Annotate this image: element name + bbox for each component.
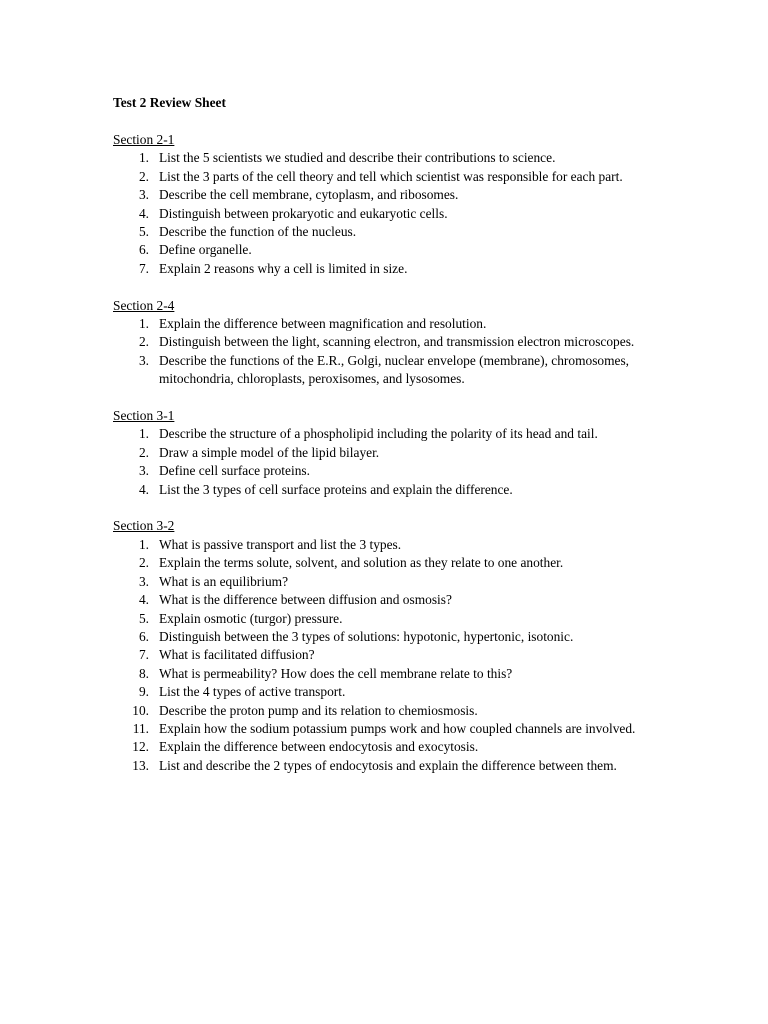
item-number: 1.	[138, 150, 149, 166]
item-text: List the 3 parts of the cell theory and tell which scientist was responsible for each part.	[159, 168, 623, 184]
list-item	[113, 720, 673, 738]
list-item	[113, 536, 673, 554]
item-number: 4.	[138, 592, 149, 608]
section-3-2	[113, 517, 673, 775]
list-item	[113, 352, 673, 389]
list-item	[113, 628, 673, 646]
list-item	[113, 610, 673, 628]
item-number: 6.	[138, 628, 149, 644]
item-text: Describe the function of the nucleus.	[159, 224, 357, 240]
item-text: Explain osmotic (turgor) pressure.	[159, 610, 343, 626]
list-item	[113, 591, 673, 609]
item-text: What is permeability? How does the cell membrane relate to this?	[159, 665, 513, 681]
list-item	[113, 702, 673, 720]
question-list	[113, 536, 673, 775]
item-text: Distinguish between the light, scanning electron, and transmission electron microscopes.	[159, 334, 635, 350]
section-3-1	[113, 407, 673, 499]
question-list	[113, 149, 673, 278]
item-number: 2.	[138, 555, 149, 571]
list-item	[113, 757, 673, 775]
item-text: Describe the cell membrane, cytoplasm, and ribosomes.	[159, 187, 459, 203]
document-body	[113, 94, 673, 794]
item-number: 10.	[132, 702, 149, 718]
section-heading: Section 2-4	[113, 297, 175, 313]
list-item	[113, 665, 673, 683]
list-item	[113, 168, 673, 186]
item-number: 1.	[138, 426, 149, 442]
item-text: Explain 2 reasons why a cell is limited in size.	[159, 260, 408, 276]
list-item	[113, 573, 673, 591]
item-text: Describe the structure of a phospholipid including the polarity of its head and tail.	[159, 426, 598, 442]
item-text: What is facilitated diffusion?	[159, 647, 315, 663]
list-item	[113, 260, 673, 278]
item-text: What is passive transport and list the 3 types.	[159, 536, 402, 552]
list-item	[113, 554, 673, 572]
item-number: 7.	[138, 260, 149, 276]
item-text: List the 5 scientists we studied and describe their contributions to science.	[159, 150, 556, 166]
item-text: Describe the proton pump and its relation to chemiosmosis.	[159, 702, 478, 718]
item-text: Describe the functions of the E.R., Golgi, nuclear envelope (membrane), chromosomes, mitochondria, chloroplasts, peroxisomes, and lysosomes.	[159, 352, 630, 387]
item-text: Explain the terms solute, solvent, and solution as they relate to one another.	[159, 555, 564, 571]
section-2-1	[113, 131, 673, 278]
list-item	[113, 241, 673, 259]
item-number: 11.	[132, 720, 149, 736]
item-number: 5.	[138, 224, 149, 240]
item-text: Explain how the sodium potassium pumps work and how coupled channels are involved.	[159, 720, 636, 736]
item-text: Define organelle.	[159, 242, 252, 258]
item-number: 8.	[138, 665, 149, 681]
document-title: Test 2 Review Sheet	[113, 95, 226, 110]
item-number: 13.	[132, 757, 149, 773]
section-heading: Section 2-1	[113, 132, 175, 147]
item-number: 4.	[138, 481, 149, 497]
item-text: Explain the difference between magnification and resolution.	[159, 316, 487, 332]
item-text: List the 3 types of cell surface proteins and explain the difference.	[159, 481, 513, 497]
item-text: Define cell surface proteins.	[159, 463, 310, 479]
item-number: 12.	[132, 739, 149, 755]
item-text: What is the difference between diffusion and osmosis?	[159, 592, 452, 608]
item-number: 2.	[138, 334, 149, 350]
item-number: 4.	[138, 205, 149, 221]
item-text: List the 4 types of active transport.	[159, 684, 346, 700]
item-number: 9.	[138, 684, 149, 700]
item-text: Explain the difference between endocytosis and exocytosis.	[159, 739, 479, 755]
item-number: 3.	[138, 463, 149, 479]
section-2-4	[113, 297, 673, 389]
item-number: 2.	[138, 168, 149, 184]
item-text: List and describe the 2 types of endocytosis and explain the difference between them.	[159, 757, 617, 773]
item-number: 5.	[138, 610, 149, 626]
list-item	[113, 425, 673, 443]
question-list	[113, 425, 673, 499]
list-item	[113, 646, 673, 664]
list-item	[113, 205, 673, 223]
list-item	[113, 481, 673, 499]
list-item	[113, 738, 673, 756]
list-item	[113, 315, 673, 333]
item-number: 7.	[138, 647, 149, 663]
list-item	[113, 444, 673, 462]
item-number: 6.	[138, 242, 149, 258]
item-text: Distinguish between the 3 types of solutions: hypotonic, hypertonic, isotonic.	[159, 628, 574, 644]
item-text: What is an equilibrium?	[159, 573, 289, 589]
item-number: 3.	[138, 352, 149, 368]
list-item	[113, 223, 673, 241]
item-number: 3.	[138, 187, 149, 203]
list-item	[113, 683, 673, 701]
item-number: 3.	[138, 573, 149, 589]
item-text: Draw a simple model of the lipid bilayer.	[159, 444, 380, 460]
section-heading: Section 3-2	[113, 518, 175, 534]
list-item	[113, 462, 673, 480]
item-number: 1.	[138, 316, 149, 332]
item-text: Distinguish between prokaryotic and eukaryotic cells.	[159, 205, 448, 221]
item-number: 1.	[138, 536, 149, 552]
list-item	[113, 333, 673, 351]
list-item	[113, 149, 673, 167]
list-item	[113, 186, 673, 204]
item-number: 2.	[138, 444, 149, 460]
section-heading: Section 3-1	[113, 408, 175, 424]
question-list	[113, 315, 673, 389]
